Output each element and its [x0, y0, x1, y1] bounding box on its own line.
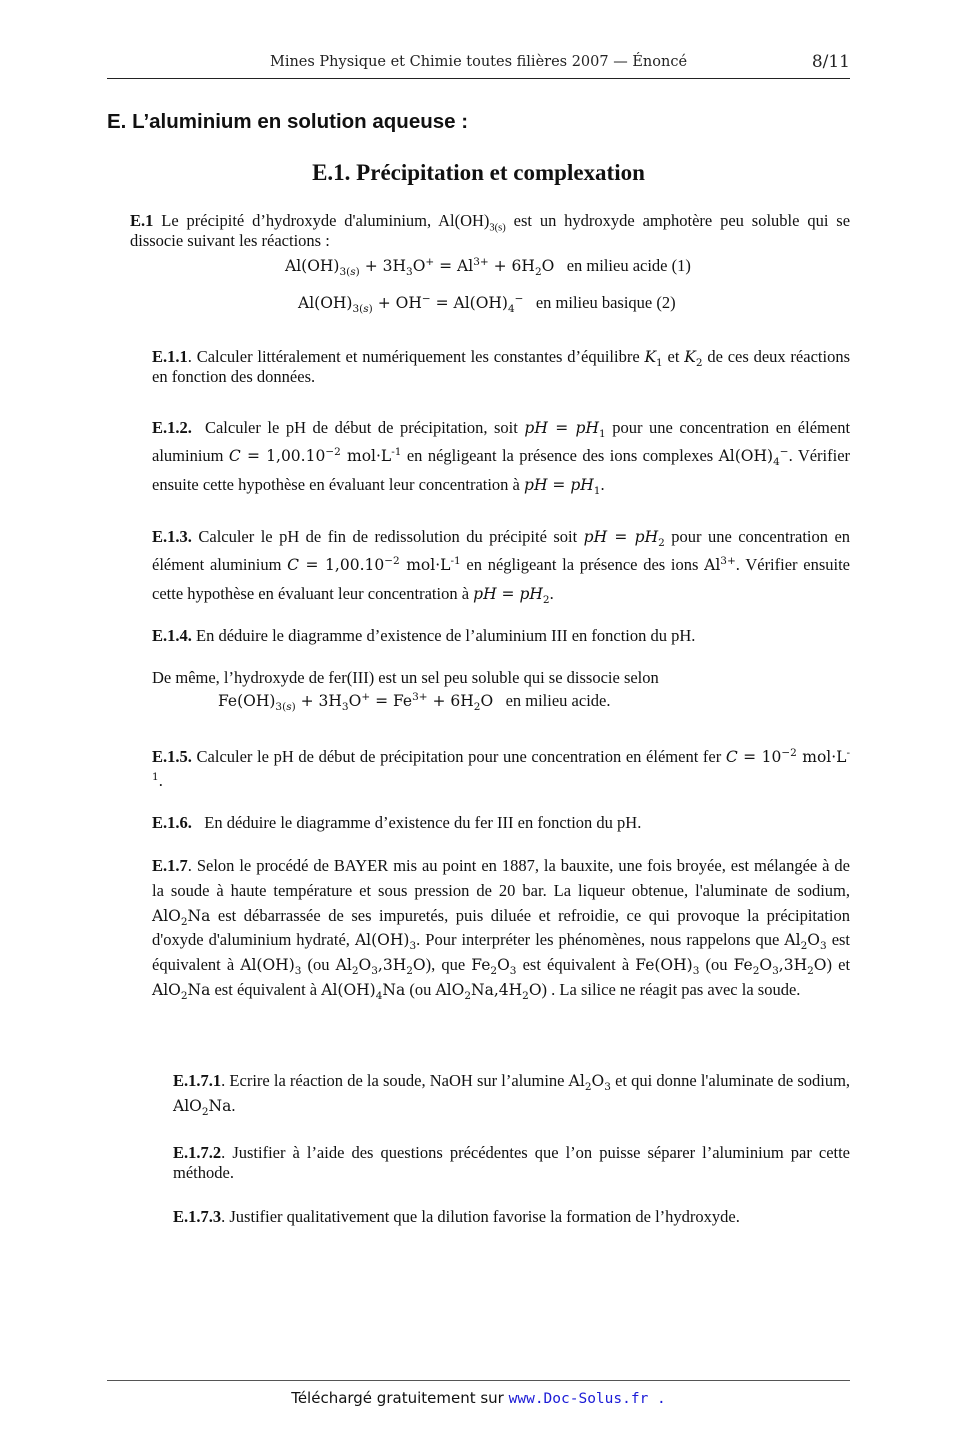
question-text: En déduire le diagramme d’existence de l’aluminium III en fonction du pH. [196, 626, 696, 645]
question-text: (ou [307, 955, 330, 974]
question-text: . Vérifier ensuite cette hypothèse en évaluant leur concentration à [152, 446, 851, 494]
iron-intro: De même, l’hydroxyde de fer(III) est un sel peu soluble qui se dissocie selon [152, 668, 659, 687]
question-e1-1: E.1.1. Calculer littéralement et numériquement les constantes d’équilibre $K_1$ et $K_2$ de ces deux réactions en fonction des données. [152, 347, 850, 386]
question-text: Calculer le pH de début de précipitation, soit [204, 418, 518, 437]
question-text: (ou [409, 979, 432, 999]
footer-link[interactable]: www.Doc-Solus.fr [508, 1391, 649, 1407]
question-label: E.1 [130, 211, 154, 230]
question-label: E.1.5. [152, 747, 192, 766]
question-label: E.1.7.1 [173, 1071, 222, 1090]
question-text: (ou [705, 955, 728, 974]
footer-text: Téléchargé gratuitement sur www.Doc-Solus.fr . [291, 1389, 666, 1407]
question-text: en négligeant la présence des ions complexes [406, 446, 714, 466]
question-text: est équivalent à [152, 930, 851, 974]
page-number: 8/11 [811, 52, 850, 72]
question-text: Ecrire la réaction de la soude, NaOH sur l’alumine [229, 1071, 565, 1090]
question-text: Calculer le pH de fin de redissolution du précipité soit [198, 527, 578, 546]
question-label: E.1.7.3 [173, 1207, 222, 1226]
question-label: E.1.4. [152, 626, 192, 645]
section-title: E. L’aluminium en solution aqueuse : [107, 110, 469, 133]
question-label: E.1.1 [152, 347, 188, 366]
question-text: Selon le procédé de BAYER mis au point en 1887, la bauxite, une fois broyée, est mélangée à de la soude à haute température et sous pression de 20 bar. La liqueur obtenue, l'aluminate de sodium, [152, 856, 851, 900]
question-text: est équivalent à [522, 955, 630, 974]
question-text: . Vérifier ensuite cette hypothèse en évaluant leur concentration à [152, 555, 850, 603]
question-text: en négligeant la présence des ions [466, 555, 699, 575]
question-e1-3: E.1.3. Calculer le pH de fin de redissolution du précipité soit pH = $pH_2$ pour une concentration en élément aluminium $C = 1,00.10^{-2}$ $mol\cdot L^{-1}$ en négligeant la présence des ions $Al^{3+}$. Vérifier ensuite cette hypothèse en évaluant leur concentration à pH = $pH_2$. [152, 527, 851, 606]
question-text: de ces deux réactions en fonction des données. [152, 347, 850, 386]
question-e1-4 [152, 626, 695, 646]
equation-acid: $Al(OH)_{3(s)} + 3H_3O^+ = Al^{3+} + 6H_2O$ en milieu acide (1) [285, 255, 691, 279]
equation-note: en milieu basique (2) [535, 293, 676, 312]
question-e1-7: E.1.7. Selon le procédé de BAYER mis au point en 1887, la bauxite, une fois broyée, est mélangée à de la soude à haute température et sous pression de 20 bar. La liqueur obtenue, l'aluminate de sodium, AlO$_2$Na est débarrassée de ses impuretés, puis diluée et refroidie, ce qui provoque la précipitation d'oxyde d'aluminium hydraté, $Al(OH)_3$. Pour interpréter les phénomènes, nous rappelons que $Al_2O_3$ est équivalent à $Al(OH)_3$ (ou $Al_2O_3,3H_2O$), que $Fe_2O_3$ est équivalent à $Fe(OH)_3$ (ou $Fe_2O_3,3H_2O$) et AlO$_2$Na est équivalent à $Al(OH)_4Na$ (ou $AlO_2Na,4H_2O$) . La silice ne réagit pas avec la soude. [152, 856, 851, 1002]
question-text: est débarrassée de ses impuretés, puis diluée et refroidie, ce qui provoque la précipitation d'oxyde d'aluminium hydraté, [152, 905, 850, 950]
question-text: . Pour interpréter les phénomènes, nous rappelons que [416, 930, 780, 950]
question-text: Justifier à l’aide des questions précédentes que l’on puisse séparer l’aluminium par cette méthode. [173, 1143, 851, 1182]
page-footer [107, 1380, 850, 1407]
question-text: pour une concentration en élément aluminium [152, 527, 851, 575]
question-label: E.1.7 [152, 856, 188, 875]
question-text: Justifier qualitativement que la dilution favorise la formation de l’hydroxyde. [229, 1207, 740, 1226]
question-text: ), que [425, 955, 466, 974]
header-title: Mines Physique et Chimie toutes filières 2007 — Énoncé [269, 54, 688, 70]
question-label: E.1.6. [152, 813, 192, 832]
subsection-title: E.1. Précipitation et complexation [312, 160, 645, 185]
question-e1-7-1: E.1.7.1. Ecrire la réaction de la soude, NaOH sur l’alumine $Al_2O_3$ et qui donne l'aluminate de sodium, AlO$_2$Na. [173, 1071, 851, 1118]
equation-basic: $Al(OH)_{3(s)} + OH^- = Al(OH)_4^-$ en milieu basique (2) [298, 292, 676, 316]
question-text: est un hydroxyde amphotère peu soluble qui se dissocie suivant les réactions : [130, 211, 851, 250]
question-text: ) . La silice ne réagit pas avec la soude. [541, 979, 801, 999]
page-header [107, 52, 850, 79]
equation-note: en milieu acide. [505, 691, 611, 710]
question-text: Le précipité d’hydroxyde d'aluminium, Al(OH) [161, 211, 490, 230]
question-text: En déduire le diagramme d’existence du fer III en fonction du pH. [204, 813, 642, 832]
question-text: et qui donne l'aluminate de sodium, [615, 1071, 851, 1090]
question-text: est équivalent à [214, 979, 318, 999]
question-e1-7-3: E.1.7.3. Justifier qualitativement que la dilution favorise la formation de l’hydroxyde. [173, 1207, 740, 1226]
question-text: Calculer littéralement et numériquement les constantes d’équilibre [196, 347, 640, 366]
equation-note: en milieu acide (1) [566, 256, 691, 275]
question-e1-7-2: E.1.7.2. Justifier à l’aide des questions précédentes que l’on puisse séparer l’aluminium par cette méthode. [173, 1143, 851, 1182]
question-label: E.1.2. [152, 418, 192, 437]
question-e1-2: E.1.2. Calculer le pH de début de précipitation, soit pH = $pH_1$ pour une concentration en élément aluminium $C = 1,00.10^{-2}$ $mol\cdot L^{-1}$ en négligeant la présence des ions complexes $Al(OH)_4^-$. Vérifier ensuite cette hypothèse en évaluant leur concentration à pH = $pH_1$. [152, 418, 851, 497]
question-label: E.1.3. [152, 527, 192, 546]
equation-iron: $Fe(OH)_{3(s)} + 3H_3O^+ = Fe^{3+} + 6H_2O$ en milieu acide. [218, 690, 611, 714]
footer-label: Téléchargé gratuitement sur [291, 1389, 504, 1407]
question-text: pour une concentration en élément aluminium [152, 418, 851, 466]
question-text: ) et [826, 955, 851, 974]
question-e1-5: E.1.5. Calculer le pH de début de précipitation pour une concentration en élément fer $C = 10^{-2}$ $mol\cdot L^{-1}$. [152, 746, 851, 790]
question-label: E.1.7.2 [173, 1143, 222, 1162]
question-e1: E.1 Le précipité d’hydroxyde d'aluminium, $Al(OH)_{3(s)}$ est un hydroxyde amphotère peu soluble qui se dissocie suivant les réactions : [130, 211, 851, 250]
question-e1-6 [152, 813, 641, 833]
question-text: Calculer le pH de début de précipitation pour une concentration en élément fer [196, 747, 722, 766]
